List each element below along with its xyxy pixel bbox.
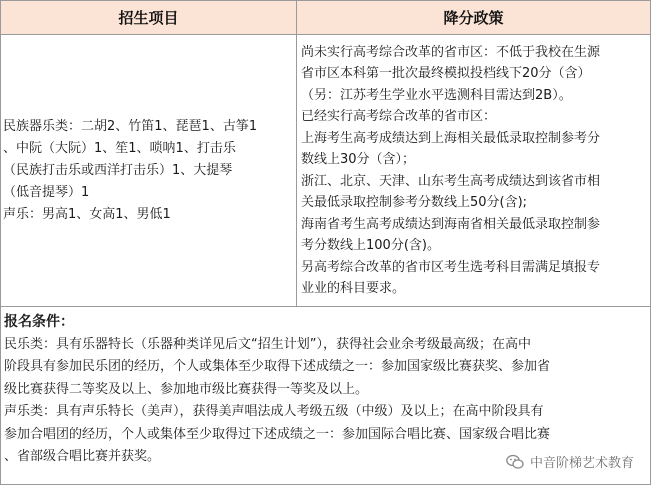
- table-row: [1, 35, 651, 307]
- header-policy: 降分政策: [297, 1, 651, 35]
- header-programs: 招生项目: [1, 1, 297, 35]
- requirements-title: 报名条件：: [4, 314, 74, 330]
- programs-line: 声乐：男高1、女高1、男低1: [3, 206, 171, 222]
- policy-line: 尚未实行高考综合改革的省市区：不低于我校在生源: [301, 44, 601, 60]
- programs-cell: [1, 35, 297, 307]
- programs-line: 、中阮（大阮）1、笙1、唢呐1、打击乐: [3, 140, 236, 156]
- policy-line: （另：江苏考生学业水平选测科目需达到2B）。: [301, 87, 572, 103]
- requirements-line: 阶段具有参加民乐团的经历，个人或集体至少取得下述成绩之一：参加国家级比赛获奖、参加省: [4, 359, 551, 374]
- policy-line: 数线上30分（含）；: [301, 152, 416, 167]
- policy-line: 关最低录取控制参考分数线上50分(含);: [301, 195, 528, 210]
- watermark: [506, 452, 634, 471]
- policy-line: 海南省考生高考成绩达到海南省相关最低录取控制参: [301, 216, 601, 232]
- policy-line: 上海考生高考成绩达到上海相关最低录取控制参考分: [301, 130, 601, 146]
- requirements-line: 民乐类：具有乐器特长（乐器种类详见后文“招生计划”），获得社会业余考级最高级；在高中: [4, 336, 531, 352]
- wechat-icon: [506, 454, 524, 470]
- requirements-line: 、省部级合唱比赛并获奖。: [4, 449, 161, 464]
- requirements-line: 声乐类：具有声乐特长（美声），获得美声唱法成人考级五级（中级）及以上；在高中阶段具有: [4, 404, 544, 419]
- programs-line: （民族打击乐或西洋打击乐）1、大提琴: [3, 162, 233, 178]
- requirements-line: 级比赛获得二等奖及以上、参加地市级比赛获得一等奖及以上。: [4, 381, 369, 397]
- policy-line: 浙江、北京、天津、山东考生高考成绩达到该省市相: [301, 173, 601, 189]
- table-header-row: [1, 1, 651, 35]
- programs-line: （低音提琴）1: [3, 184, 90, 200]
- policy-line: 业业的科目要求。: [301, 281, 406, 296]
- policy-line: 考分数线上100分(含)。: [301, 238, 440, 253]
- policy-line: 省市区本科第一批次最终模拟投档线下20分（含）: [301, 66, 591, 81]
- policy-line: 另高考综合改革的省市区考生选考科目需满足填报专: [301, 259, 601, 275]
- requirements-line: 参加合唱团的经历，个人或集体至少取得过下述成绩之一：参加国际合唱比赛、国家级合唱比赛: [4, 426, 551, 442]
- policy-cell: [297, 35, 651, 307]
- programs-line: 民族器乐类：二胡2、竹笛1、琵琶1、古筝1: [3, 118, 258, 134]
- watermark-text: 中音阶梯艺术教育: [529, 456, 634, 471]
- policy-line: 已经实行高考综合改革的省市区：: [301, 109, 497, 124]
